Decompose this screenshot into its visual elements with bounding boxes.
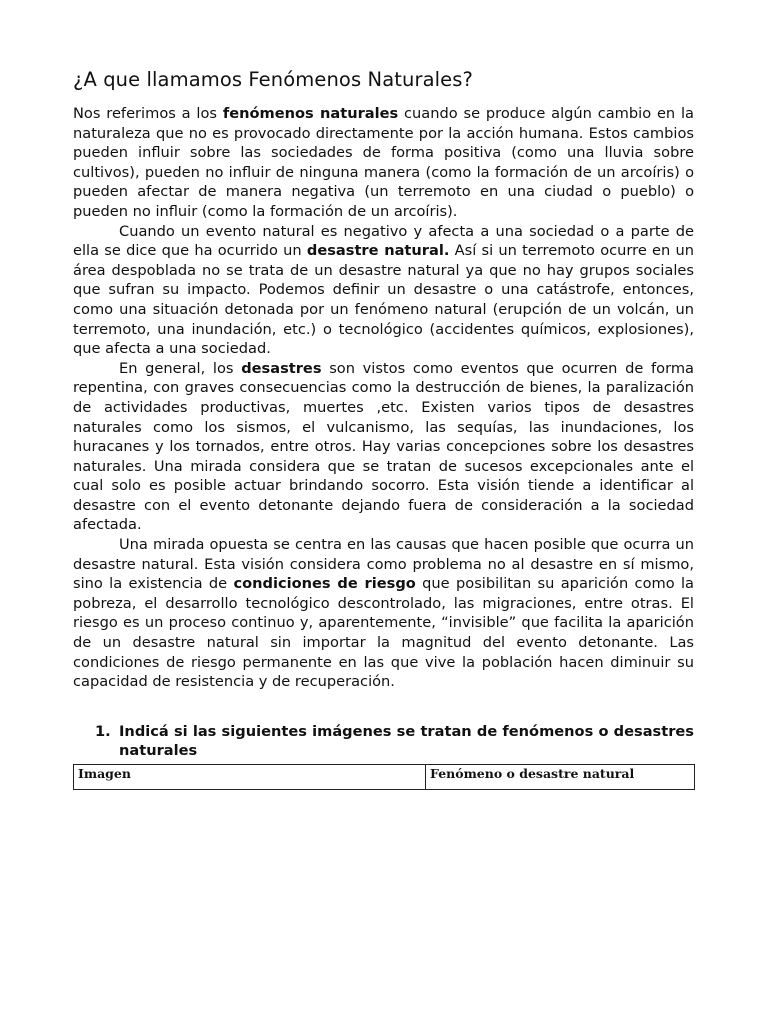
document-page (73, 66, 694, 790)
table-header-fenomeno: Fenómeno o desastre natural (426, 765, 695, 790)
paragraph-3-text-a: En general, los (119, 359, 242, 377)
paragraph-1-text-a: Nos referimos a los (73, 105, 223, 122)
question-item (73, 722, 694, 761)
paragraph-4-text-c: que posibilitan su aparición como la pobreza, el desarrollo tecnológico descontrolado, las migraciones, entre otras. El riesgo es un proceso continuo y, aparentemente, “invisible” que facilita la aparición de un desastre natural sin importar la magnitud del evento detonante. Las condiciones de riesgo permanente en las que vive la población hacen diminuir su capacidad de resistencia y de recuperación. (73, 575, 694, 691)
question-list (73, 722, 694, 761)
paragraph-2-text-c: Así si un terremoto ocurre en un área despoblada no se trata de un desastre natural ya que no hay grupos sociales que sufran su impacto. Podemos definir un desastre o una catástrofe, entonces, como una situación detonada por un fenómeno natural (erupción de un volcán, un terremoto, una inundación, etc.) o tecnológico (accidentes químicos, explosiones), que afecta a una sociedad. (73, 242, 694, 358)
answer-table (73, 764, 695, 790)
question-number: 1. (95, 722, 111, 740)
paragraph-1-bold: fenómenos naturales (222, 105, 399, 122)
paragraph-3-text-c: son vistos como eventos que ocurren de forma repentina, con graves consecuencias como la destrucción de bienes, la paralización de actividades productivas, muertes ,etc. Existen varios tipos de desastres naturales como los sismos, el vulcanismo, las sequías, las inundaciones, los huracanes y los tornados, entre otros. Hay varias concepciones sobre los desastres naturales. Una mirada considera que se tratan de sucesos excepcionales ante el cual solo es posible actuar brindando socorro. Esta visión tiende a identificar al desastre con el evento detonante dejando fuera de consideración a la sociedad afectada. (73, 359, 694, 534)
page-title: ¿A que llamamos Fenómenos Naturales? (73, 68, 473, 91)
paragraph-3-bold: desastres (241, 359, 322, 377)
question-text: Indicá si las siguientes imágenes se tratan de fenómenos o desastres naturales (119, 722, 694, 760)
paragraph-1 (73, 104, 694, 222)
paragraph-2 (73, 222, 694, 359)
paragraph-4-text-a: Una mirada opuesta se centra en las causas que hacen posible que ocurra un desastre natural. Esta visión considera como problema no al desastre en sí mismo, sino la existencia de (73, 536, 694, 593)
paragraph-2-text-a: Cuando un evento natural es negativo y afecta a una sociedad o a parte de ella se dice que ha ocurrido un (73, 222, 694, 260)
table-header-row (74, 765, 695, 790)
paragraph-4-bold: condiciones de riesgo (233, 575, 416, 593)
paragraph-4 (73, 535, 694, 692)
paragraph-2-bold: desastre natural. (306, 242, 450, 260)
paragraph-1-text-c: cuando se produce algún cambio en la naturaleza que no es provocado directamente por la acción humana. Estos cambios pueden influir sobre las sociedades de forma positiva (como una lluvia sobre cultivos), pueden no influir de ninguna manera (como la formación de un arcoíris) o pueden afectar de manera negativa (un terremoto en una ciudad o pueblo) o pueden no influir (como la formación de un arcoíris). (73, 105, 694, 220)
table-header-imagen: Imagen (74, 765, 426, 790)
paragraph-3 (73, 359, 694, 535)
